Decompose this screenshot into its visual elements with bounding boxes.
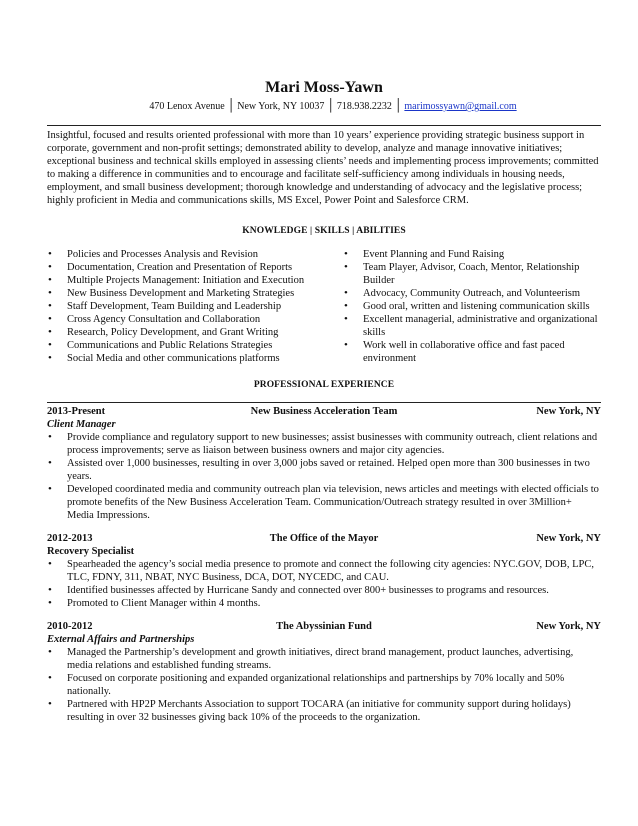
job-bullets (47, 558, 601, 610)
list-item: • Event Planning and Fund Raising (343, 248, 601, 261)
job-entry (47, 532, 601, 610)
skills-left-list (47, 248, 343, 365)
list-item: • Identified businesses affected by Hurricane Sandy and connected over 800+ businesses to programs and resources. (47, 584, 601, 597)
job-bullets (47, 431, 601, 522)
resume-page (47, 78, 601, 734)
separator: │ (226, 98, 236, 112)
job-location: New York, NY (536, 621, 601, 632)
city: New York, NY 10037 (237, 101, 325, 112)
skills-right-list (343, 248, 601, 365)
list-item: • Focused on corporate positioning and expanded organizational relationships and partnerships by 70% locally and 50% nationally. (47, 672, 601, 698)
job-entry (47, 620, 601, 724)
job-location: New York, NY (536, 406, 601, 417)
list-item: • Communications and Public Relations Strategies (47, 339, 343, 352)
job-organization: New Business Acceleration Team (250, 406, 398, 417)
list-item: • Team Player, Advisor, Coach, Mentor, Relationship Builder (343, 261, 601, 287)
skills-section (47, 248, 601, 365)
summary-paragraph: Insightful, focused and results oriented professional with more than 10 years’ experience providing strategic business support in corporate, government and non-profit settings; demonstrated ability to develop, analyze and manage innovative initiatives; exceptional business and technical skills employed in assessing clients’ needs and implementing process improvements; committed to making a difference in communities and to encourage and facilitate self-sufficiency among individuals in housing needs, employment, and small business development; thorough knowledge and understanding of advocacy and the legislative process; highly proficient in Media and communications skills, MS Excel, Power Point and Salesforce CRM. (47, 130, 599, 206)
list-item: • Research, Policy Development, and Grant Writing (47, 326, 343, 339)
list-item: • Multiple Projects Management: Initiation and Execution (47, 274, 343, 287)
list-item: • Social Media and other communications platforms (47, 352, 343, 365)
list-item: • Advocacy, Community Outreach, and Volunteerism (343, 287, 601, 300)
list-item: • Provide compliance and regulatory support to new businesses; assist businesses with community outreach, client relations and process improvements; serve as liaison between business owners and major city agencies. (47, 431, 601, 457)
skills-section-title: KNOWLEDGE | SKILLS | ABILITIES (242, 226, 406, 236)
list-item: • Managed the Partnership’s development and growth initiatives, direct brand management, product launches, advertising, media relations and established funding streams. (47, 646, 601, 672)
job-header (47, 405, 601, 418)
job-dates: 2013-Present (47, 406, 106, 417)
list-item: • Staff Development, Team Building and Leadership (47, 300, 343, 313)
experience-section-title: PROFESSIONAL EXPERIENCE (253, 380, 395, 390)
list-item: • Developed coordinated media and community outreach plan via television, news articles and meetings with elected officials to promote benefits of the New Business Acceleration Team. Communication/Outreach strategy resulted in over 3Million+ Media Impressions. (47, 483, 601, 522)
job-location: New York, NY (536, 533, 601, 544)
list-item: • Spearheaded the agency’s social media presence to promote and connect the following city agencies: NYC.GOV, DOB, LPC, TLC, FDNY, 311, NBAT, NYC Business, DCA, DOT, NYCEDC, and CAU. (47, 558, 601, 584)
list-item: • Promoted to Client Manager within 4 months. (47, 597, 601, 610)
list-item: • Policies and Processes Analysis and Revision (47, 248, 343, 261)
list-item: • Work well in collaborative office and fast paced environment (343, 339, 601, 365)
job-dates: 2012-2013 (47, 533, 93, 544)
job-organization: The Abyssinian Fund (276, 621, 372, 632)
experience-divider (47, 402, 601, 403)
separator: │ (393, 98, 403, 112)
list-item: • Excellent managerial, administrative and organizational skills (343, 313, 601, 339)
list-item: • Cross Agency Consultation and Collaboration (47, 313, 343, 326)
job-entry (47, 405, 601, 522)
job-role: External Affairs and Partnerships (47, 634, 195, 645)
contact-line (65, 99, 601, 113)
address: 470 Lenox Avenue (149, 101, 225, 112)
job-dates: 2010-2012 (47, 621, 93, 632)
list-item: • Documentation, Creation and Presentation of Reports (47, 261, 343, 274)
header-divider (47, 125, 601, 126)
candidate-name: Mari Moss-Yawn (265, 79, 383, 96)
list-item: • Partnered with HP2P Merchants Association to support TOCARA (an initiative for community support during holidays) resulting in over 32 businesses giving back 10% of the proceeds to the organization. (47, 698, 601, 724)
job-role: Recovery Specialist (47, 546, 135, 557)
list-item: • Good oral, written and listening communication skills (343, 300, 601, 313)
job-role: Client Manager (47, 419, 116, 430)
list-item: • Assisted over 1,000 businesses, resulting in over 3,000 jobs saved or retained. Helped open more than 300 businesses in two years. (47, 457, 601, 483)
job-header (47, 532, 601, 545)
separator: │ (326, 98, 335, 112)
list-item: • New Business Development and Marketing Strategies (47, 287, 343, 300)
job-bullets (47, 646, 601, 724)
job-header (47, 620, 601, 633)
phone: 718.938.2232 (336, 101, 392, 112)
job-organization: The Office of the Mayor (269, 533, 379, 544)
email-link[interactable]: marimossyawn@gmail.com (404, 101, 517, 112)
